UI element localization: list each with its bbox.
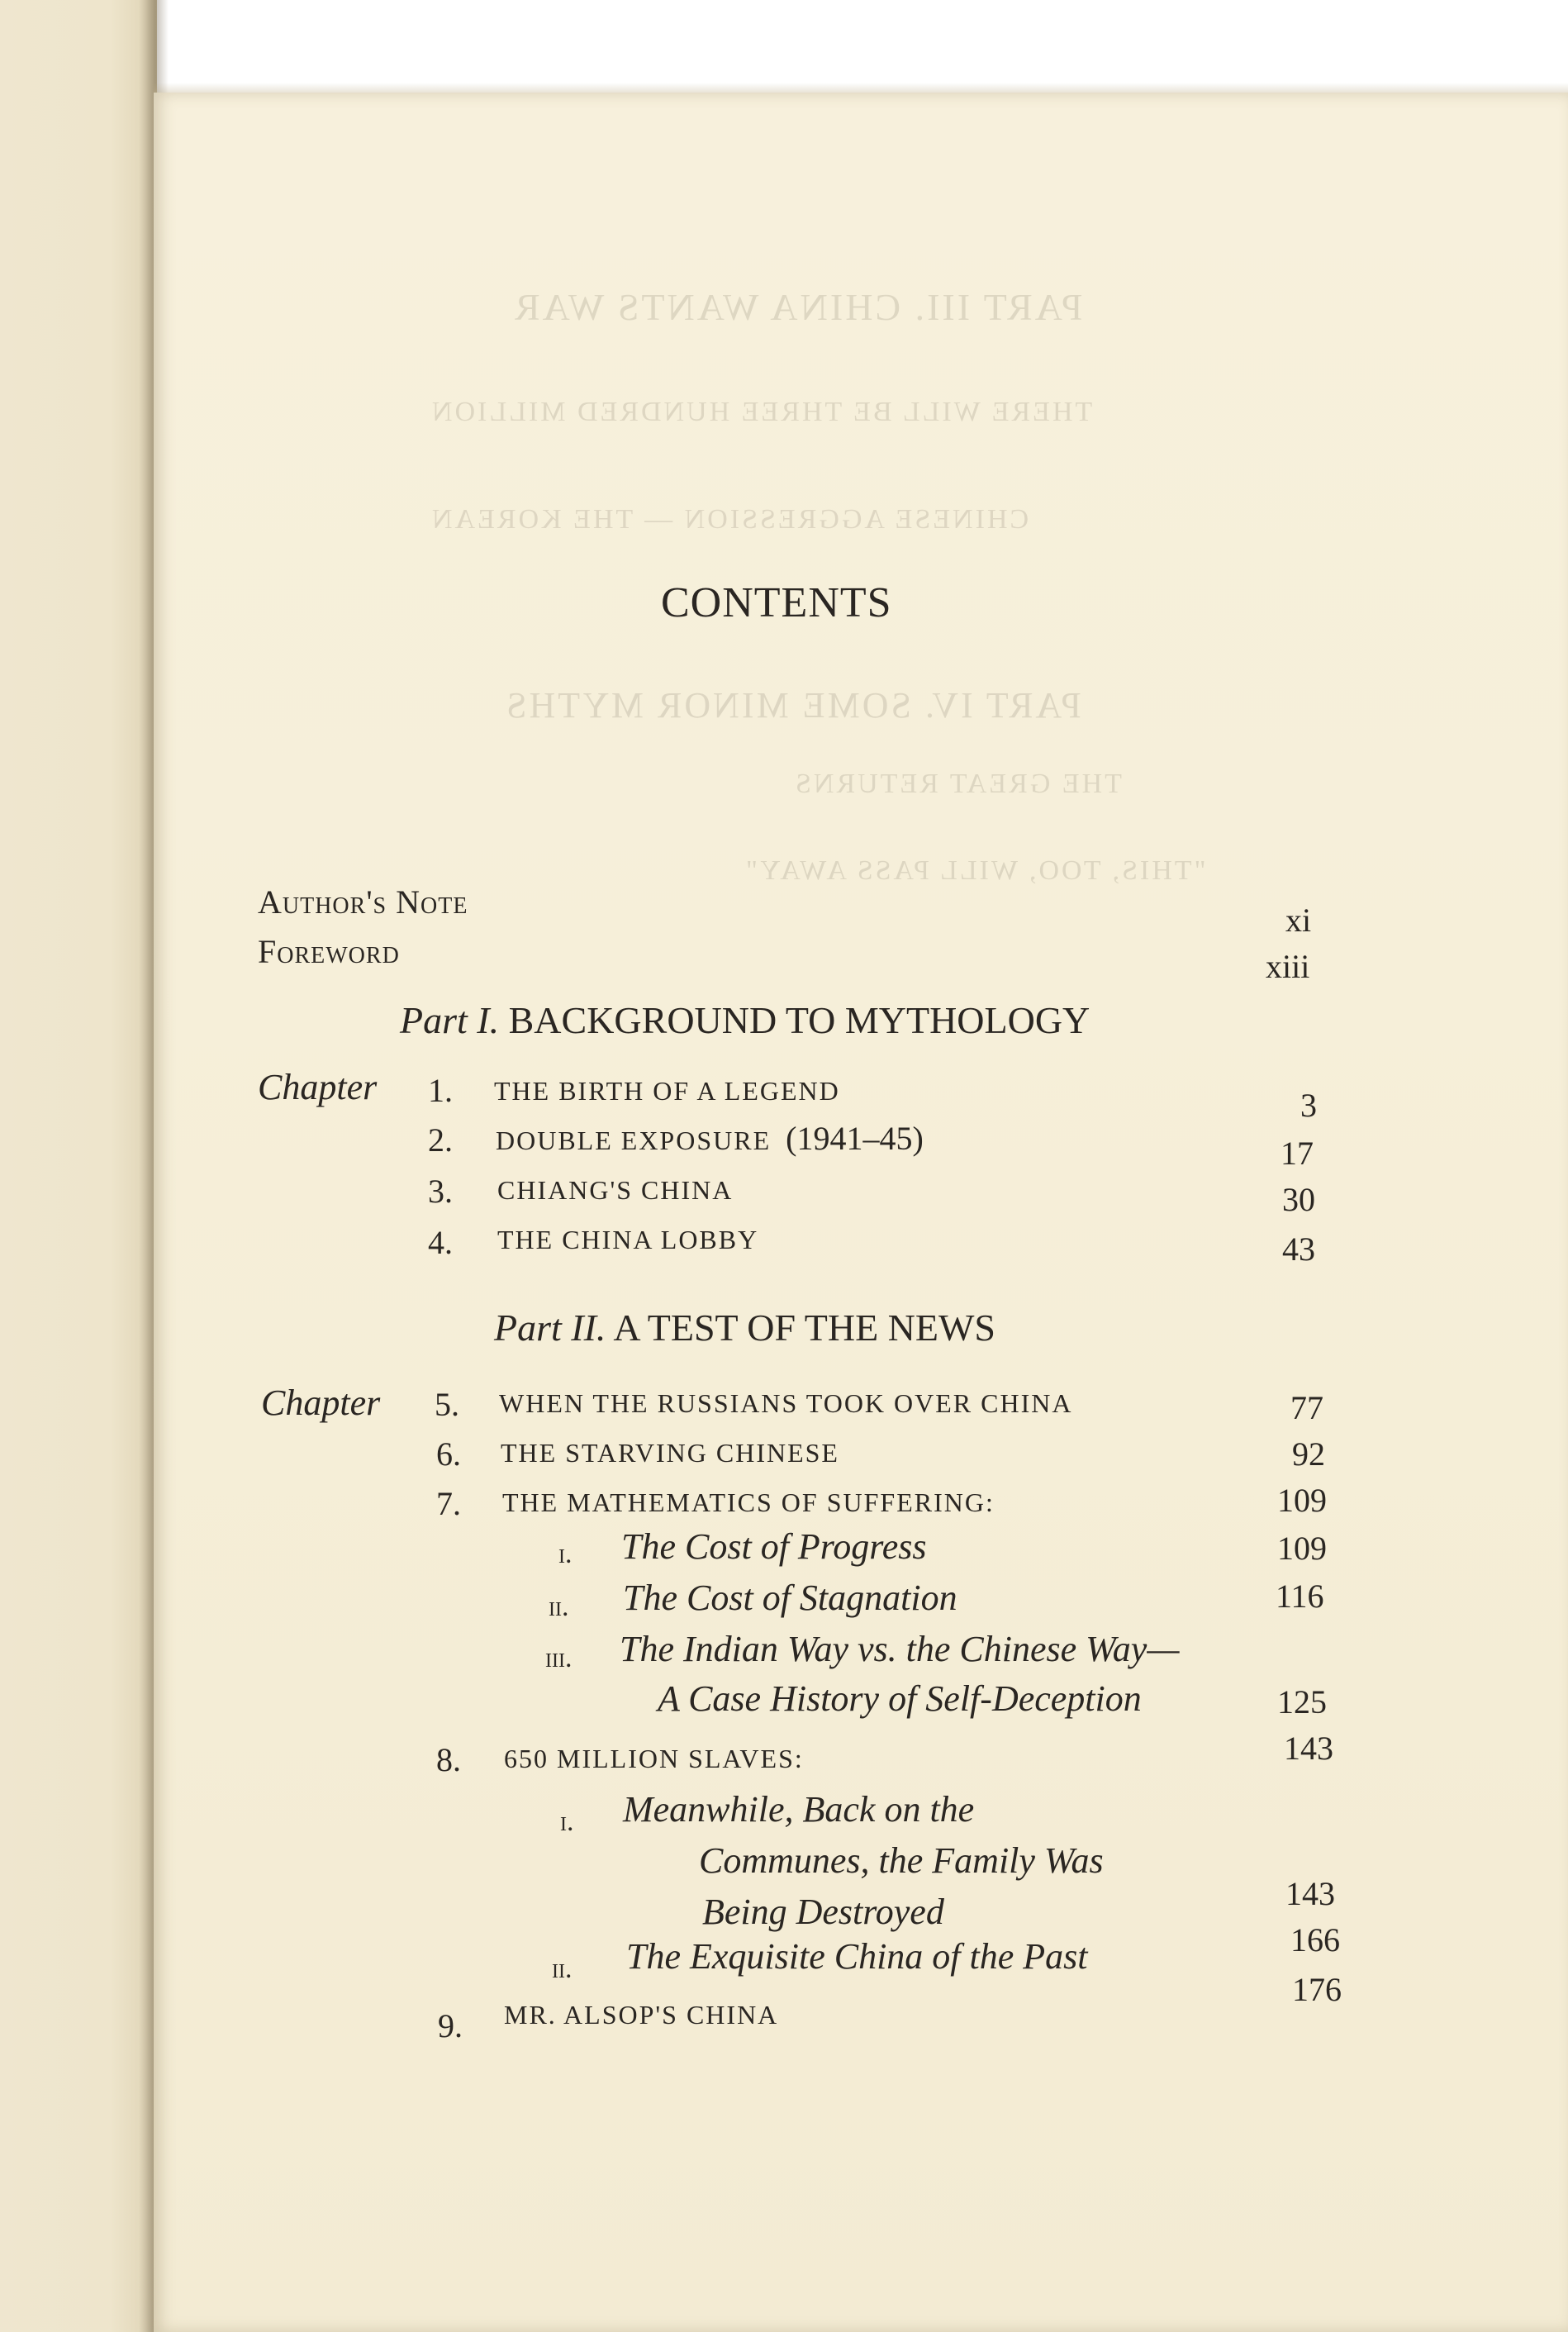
- section-number: iii.: [545, 1643, 573, 1673]
- chapter-title: WHEN THE RUSSIANS TOOK OVER CHINA: [499, 1388, 1073, 1418]
- chapter-number: 4.: [428, 1224, 453, 1261]
- toc-page-number: 17: [1281, 1135, 1314, 1172]
- part-title: BACKGROUND TO MYTHOLOGY: [508, 999, 1090, 1041]
- section-title-continued: A Case History of Self-Deception: [658, 1678, 1142, 1719]
- part-heading: [400, 998, 1090, 1042]
- part-title: A TEST OF THE NEWS: [613, 1306, 995, 1349]
- toc-page-number: 143: [1284, 1730, 1333, 1767]
- toc-entry-authors-note: Author's Note: [258, 883, 468, 921]
- toc-page-number: xiii: [1266, 948, 1310, 985]
- facing-page-edge: [0, 0, 157, 2332]
- chapter-number: 3.: [428, 1173, 453, 1210]
- chapter-title: THE STARVING CHINESE: [501, 1438, 839, 1468]
- toc-page-number: 166: [1290, 1921, 1340, 1958]
- section-title-continued: Being Destroyed: [702, 1892, 944, 1932]
- part-label: Part I.: [400, 999, 500, 1041]
- show-through-text: PART III. CHINA WANTS WAR: [512, 286, 1083, 328]
- chapter-number: 1.: [428, 1072, 453, 1109]
- chapter-number: 7.: [436, 1485, 461, 1522]
- section-title: The Cost of Progress: [621, 1526, 927, 1567]
- section-title: The Indian Way vs. the Chinese Way—: [620, 1629, 1180, 1669]
- chapter-title: THE MATHEMATICS OF SUFFERING:: [502, 1487, 995, 1517]
- book-page: [154, 93, 1568, 2332]
- toc-page-number: xi: [1285, 902, 1312, 939]
- chapter-number: 6.: [436, 1435, 461, 1473]
- toc-page-number: 143: [1285, 1875, 1335, 1912]
- chapter-title-line: [496, 1119, 924, 1158]
- chapter-title-years: (1941–45): [786, 1120, 924, 1157]
- toc-page-number: 3: [1300, 1087, 1317, 1124]
- part-heading: [494, 1306, 995, 1349]
- section-title: Meanwhile, Back on the: [623, 1789, 975, 1830]
- section-number: ii.: [552, 1954, 573, 1984]
- show-through-text: "THIS, TOO, WILL PASS AWAY": [744, 855, 1206, 886]
- section-number: ii.: [549, 1592, 569, 1622]
- chapter-title: 650 MILLION SLAVES:: [504, 1744, 804, 1773]
- section-number: i.: [558, 1539, 573, 1569]
- chapter-title: CHIANG'S CHINA: [497, 1175, 734, 1205]
- chapter-title: DOUBLE EXPOSURE: [496, 1126, 772, 1155]
- part-label: Part II.: [494, 1306, 606, 1349]
- section-title: The Cost of Stagnation: [623, 1578, 957, 1618]
- toc-page-number: 30: [1282, 1181, 1315, 1218]
- chapter-word: Chapter: [261, 1383, 381, 1423]
- toc-page-number: 77: [1290, 1389, 1323, 1426]
- show-through-text: THE GREAT RETURNS: [793, 769, 1122, 799]
- toc-page-number: 176: [1292, 1971, 1342, 2008]
- show-through-text: PART IV. SOME MINOR MYTHS: [504, 685, 1081, 726]
- section-title-continued: Communes, the Family Was: [699, 1840, 1104, 1881]
- section-number: i.: [560, 1806, 574, 1837]
- chapter-number: 8.: [436, 1741, 461, 1778]
- chapter-number: 2.: [428, 1121, 453, 1159]
- toc-page-number: 109: [1277, 1482, 1327, 1519]
- page-title: CONTENTS: [661, 579, 892, 626]
- toc-page-number: 92: [1292, 1435, 1325, 1473]
- show-through-text: THERE WILL BE THREE HUNDRED MILLION: [430, 397, 1093, 427]
- chapter-number: 9.: [438, 2007, 463, 2044]
- chapter-title: THE BIRTH OF A LEGEND: [494, 1076, 840, 1106]
- toc-page-number: 125: [1277, 1683, 1327, 1720]
- toc-page-number: 43: [1282, 1230, 1315, 1268]
- chapter-title: MR. ALSOP'S CHINA: [504, 2000, 779, 2030]
- toc-entry-foreword: Foreword: [258, 933, 400, 970]
- show-through-text: CHINESE AGGRESSION — THE KOREAN: [430, 504, 1029, 535]
- chapter-title: THE CHINA LOBBY: [497, 1225, 759, 1254]
- toc-page-number: 109: [1277, 1530, 1327, 1567]
- section-title: The Exquisite China of the Past: [626, 1936, 1088, 1977]
- chapter-number: 5.: [435, 1386, 459, 1423]
- chapter-word: Chapter: [258, 1067, 378, 1107]
- toc-page-number: 116: [1276, 1578, 1324, 1615]
